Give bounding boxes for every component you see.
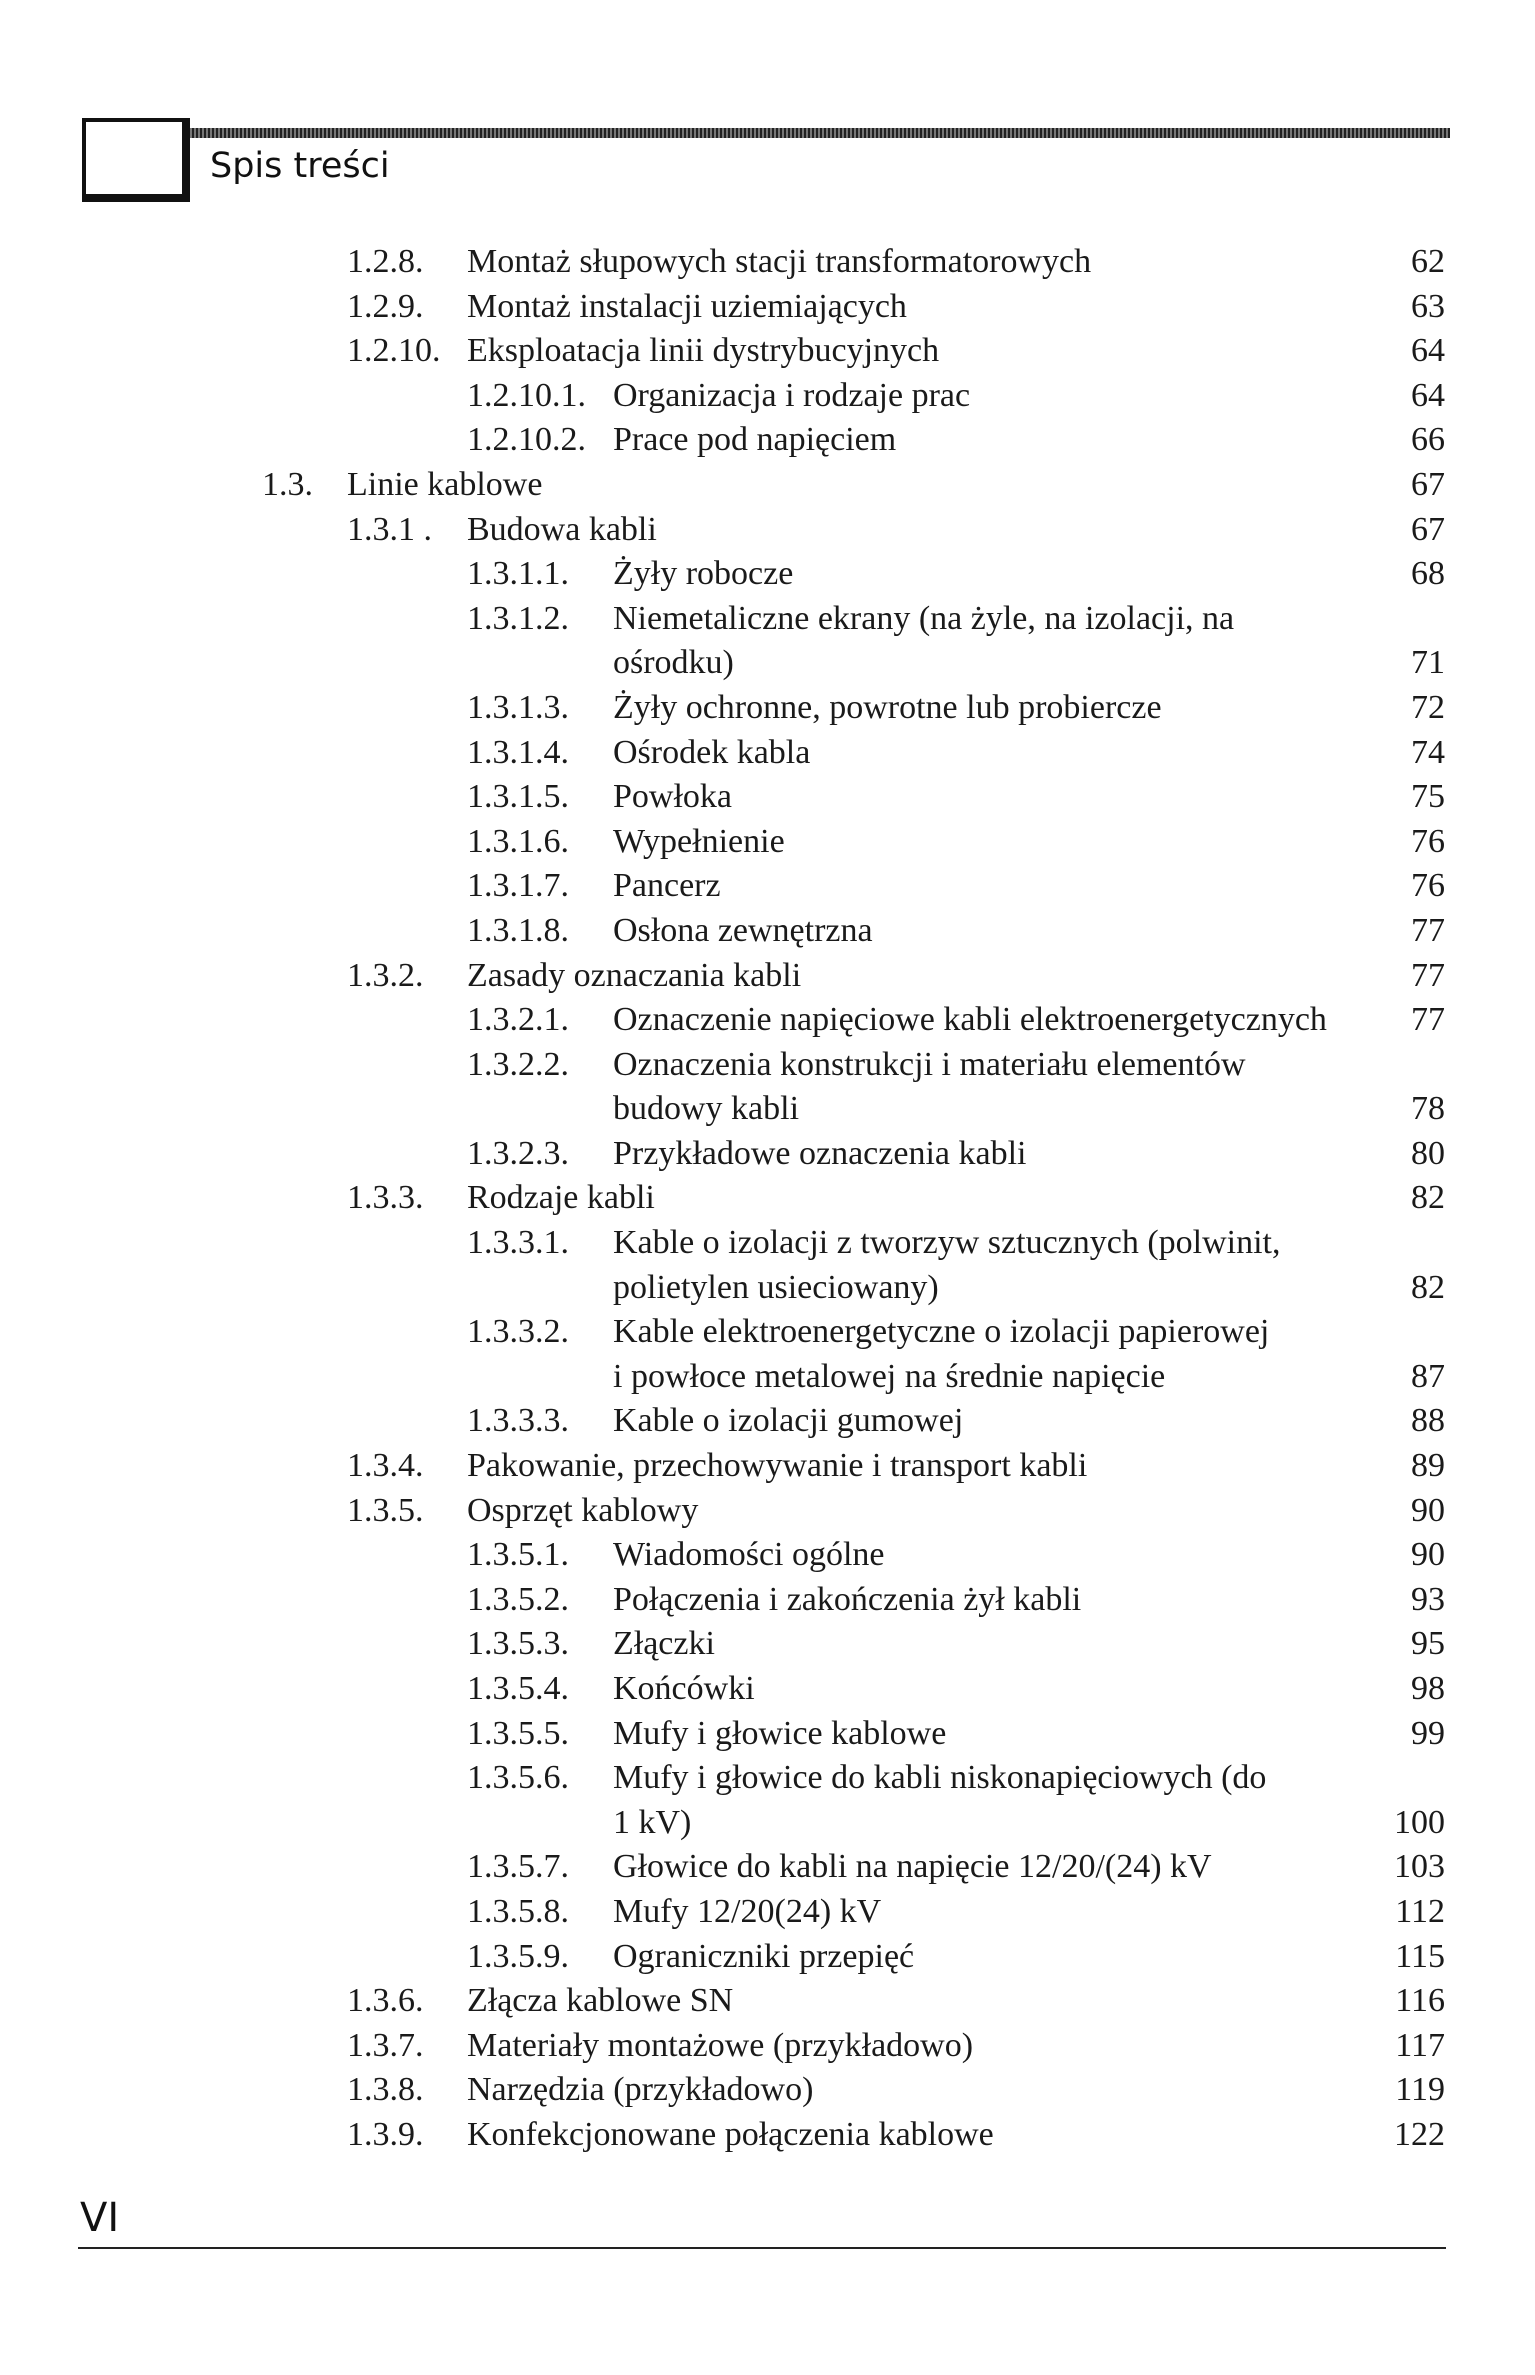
toc-entry-number: 1.2.10.1. bbox=[467, 376, 586, 414]
toc-entry-page: 68 bbox=[1411, 555, 1445, 593]
toc-entry-title-line: Przykładowe oznaczenia kabli bbox=[613, 1134, 1027, 1172]
toc-entry-page: 112 bbox=[1395, 1892, 1445, 1930]
toc-entry-title bbox=[613, 864, 721, 909]
toc-entry-number: 1.3.1.1. bbox=[467, 555, 569, 593]
toc-entry-page: 75 bbox=[1411, 778, 1445, 816]
toc-entry-page: 82 bbox=[1411, 1179, 1445, 1217]
toc-entry-title bbox=[613, 1756, 1266, 1845]
toc-entry bbox=[0, 731, 1535, 776]
toc-entry-title-line: Kable elektroenergetyczne o izolacji papierowej bbox=[613, 1313, 1270, 1351]
toc-entry-title-line: Wypełnienie bbox=[613, 822, 785, 860]
toc-entry-title-line: Eksploatacja linii dystrybucyjnych bbox=[467, 332, 940, 370]
toc-entry-number: 1.3.1.3. bbox=[467, 688, 569, 726]
toc-entry-page: 90 bbox=[1411, 1536, 1445, 1574]
toc-entry-title-line: Pakowanie, przechowywanie i transport kabli bbox=[467, 1447, 1088, 1485]
toc-entry bbox=[0, 1176, 1535, 1221]
toc-entry-page: 93 bbox=[1411, 1580, 1445, 1618]
toc-entry-title bbox=[467, 329, 939, 374]
toc-entry-title-line: Ograniczniki przepięć bbox=[613, 1937, 915, 1975]
toc-entry-title bbox=[613, 1310, 1269, 1399]
toc-entry-number: 1.3.1.5. bbox=[467, 778, 569, 816]
toc-entry-title bbox=[613, 1578, 1081, 1623]
toc-entry-title-line: Powłoka bbox=[613, 778, 732, 816]
toc-entry-number: 1.3.2.2. bbox=[467, 1045, 569, 1083]
toc-entry bbox=[0, 1132, 1535, 1177]
toc-entry-number: 1.3.6. bbox=[347, 1982, 424, 2020]
toc-entry-title-line: Niemetaliczne ekrany (na żyle, na izolacji, na bbox=[613, 599, 1235, 637]
toc-entry-title-line: Żyły ochronne, powrotne lub probiercze bbox=[613, 688, 1162, 726]
toc-entry bbox=[0, 1043, 1535, 1132]
toc-entry bbox=[0, 1310, 1535, 1399]
toc-entry-number: 1.3.5.6. bbox=[467, 1759, 569, 1797]
toc-entry-title bbox=[613, 1132, 1026, 1177]
toc-entry bbox=[0, 1622, 1535, 1667]
toc-entry-page: 103 bbox=[1394, 1848, 1445, 1886]
toc-entry bbox=[0, 820, 1535, 865]
toc-entry-number: 1.3.1.8. bbox=[467, 911, 569, 949]
toc-entry-page: 76 bbox=[1411, 867, 1445, 905]
toc-entry-title-line: Głowice do kabli na napięcie 12/20/(24) kV bbox=[613, 1848, 1212, 1886]
toc-entry-number: 1.3.9. bbox=[347, 2115, 424, 2153]
toc-entry-number: 1.3.4. bbox=[347, 1447, 424, 1485]
toc-entry bbox=[0, 954, 1535, 999]
toc-entry-number: 1.2.8. bbox=[347, 243, 424, 280]
toc-entry-title-line: budowy kabli bbox=[613, 1090, 800, 1128]
toc-entry bbox=[0, 2068, 1535, 2113]
toc-entry bbox=[0, 1712, 1535, 1757]
toc-entry-title bbox=[613, 552, 793, 597]
toc-entry-title-line: Złącza kablowe SN bbox=[467, 1982, 734, 2020]
page-title: Spis treści bbox=[210, 146, 390, 186]
toc-entry-title bbox=[613, 1890, 881, 1935]
toc-entry-number: 1.3.5.5. bbox=[467, 1714, 569, 1752]
toc-entry-page: 115 bbox=[1395, 1937, 1445, 1975]
toc-entry-title bbox=[613, 909, 873, 954]
toc-entry-page: 63 bbox=[1411, 287, 1445, 325]
toc-entry-number: 1.3.2.3. bbox=[467, 1134, 569, 1172]
toc-entry-page: 98 bbox=[1411, 1670, 1445, 1707]
toc-entry-number: 1.3.1.4. bbox=[467, 733, 569, 771]
toc-entry-title bbox=[613, 1043, 1246, 1132]
toc-entry bbox=[0, 285, 1535, 330]
toc-entry bbox=[0, 329, 1535, 374]
toc-entry-number: 1.3.2. bbox=[347, 956, 424, 994]
toc-entry-number: 1.3.5.3. bbox=[467, 1625, 569, 1663]
toc-entry-page: 76 bbox=[1411, 822, 1445, 860]
toc-entry-title-line: polietylen usieciowany) bbox=[613, 1268, 939, 1306]
toc-entry-page: 64 bbox=[1411, 332, 1445, 370]
toc-entry-page: 72 bbox=[1411, 688, 1445, 726]
toc-entry bbox=[0, 2113, 1535, 2158]
toc-entry-number: 1.3.3. bbox=[347, 1179, 424, 1217]
table-of-contents bbox=[0, 240, 1535, 2158]
toc-entry-page: 95 bbox=[1411, 1625, 1445, 1663]
toc-entry-number: 1.2.10.2. bbox=[467, 421, 586, 459]
toc-entry-title bbox=[613, 820, 785, 865]
toc-entry bbox=[0, 775, 1535, 820]
toc-entry-title bbox=[613, 1667, 755, 1712]
header-box bbox=[82, 118, 190, 202]
toc-entry-number: 1.3.5.1. bbox=[467, 1536, 569, 1574]
toc-entry-title-line: ośrodku) bbox=[613, 644, 734, 682]
toc-entry-title-line: Złączki bbox=[613, 1625, 715, 1663]
toc-entry-page: 90 bbox=[1411, 1491, 1445, 1529]
toc-entry-page: 116 bbox=[1395, 1982, 1445, 2020]
toc-entry-title-line: Rodzaje kabli bbox=[467, 1179, 655, 1217]
toc-entry-page: 77 bbox=[1411, 1001, 1445, 1039]
toc-entry-page: 99 bbox=[1411, 1714, 1445, 1752]
toc-entry-title bbox=[467, 508, 657, 553]
toc-entry-title bbox=[613, 1221, 1281, 1310]
toc-entry-page: 119 bbox=[1395, 2071, 1445, 2109]
toc-entry-title bbox=[467, 1979, 733, 2024]
toc-entry-title-line: Oznaczenie napięciowe kabli elektroenergetycznych bbox=[613, 1001, 1327, 1039]
toc-entry-title bbox=[467, 1176, 655, 1221]
toc-entry-title bbox=[613, 1712, 946, 1757]
toc-entry-number: 1.3.3.1. bbox=[467, 1224, 569, 1262]
toc-entry-number: 1.3.5.8. bbox=[467, 1892, 569, 1930]
toc-entry-title-line: Budowa kabli bbox=[467, 510, 657, 548]
toc-entry-title-line: Oznaczenia konstrukcji i materiału elementów bbox=[613, 1045, 1246, 1083]
toc-entry-title bbox=[613, 731, 810, 776]
toc-entry-number: 1.3.5.9. bbox=[467, 1937, 569, 1975]
toc-entry-title-line: Pancerz bbox=[613, 867, 721, 905]
toc-entry-title bbox=[467, 1444, 1087, 1489]
toc-entry bbox=[0, 909, 1535, 954]
toc-entry bbox=[0, 1935, 1535, 1980]
toc-entry-title bbox=[613, 597, 1234, 686]
toc-entry-title bbox=[613, 418, 896, 463]
toc-entry-number: 1.3.5.4. bbox=[467, 1670, 569, 1707]
footer-rule bbox=[78, 2247, 1446, 2249]
toc-entry-title-line: Ośrodek kabla bbox=[613, 733, 811, 771]
toc-entry-number: 1.3.5.2. bbox=[467, 1580, 569, 1618]
toc-entry-title-line: Żyły robocze bbox=[613, 555, 794, 593]
toc-entry-title bbox=[467, 2113, 994, 2158]
toc-entry bbox=[0, 597, 1535, 686]
toc-entry-title bbox=[467, 954, 801, 999]
toc-entry-number: 1.3.5. bbox=[347, 1491, 424, 1529]
toc-entry-number: 1.3.5.7. bbox=[467, 1848, 569, 1886]
toc-entry-page: 117 bbox=[1395, 2026, 1445, 2064]
page-number: VI bbox=[80, 2195, 120, 2241]
toc-entry-page: 67 bbox=[1411, 510, 1445, 548]
toc-entry-title-line: Linie kablowe bbox=[347, 465, 543, 503]
toc-entry bbox=[0, 418, 1535, 463]
toc-entry-page: 122 bbox=[1394, 2115, 1445, 2153]
toc-entry-page: 77 bbox=[1411, 956, 1445, 994]
toc-entry bbox=[0, 1489, 1535, 1534]
toc-entry-page: 74 bbox=[1411, 733, 1445, 771]
toc-entry-title bbox=[613, 1845, 1212, 1890]
toc-entry-title-line: Materiały montażowe (przykładowo) bbox=[467, 2026, 974, 2064]
toc-entry-page: 88 bbox=[1411, 1402, 1445, 1440]
toc-entry bbox=[0, 508, 1535, 553]
toc-entry-number: 1.3.3.3. bbox=[467, 1402, 569, 1440]
toc-entry-page: 78 bbox=[1411, 1090, 1445, 1128]
toc-entry-page: 82 bbox=[1411, 1268, 1445, 1306]
toc-entry-title bbox=[467, 2068, 813, 2113]
toc-entry-page: 80 bbox=[1411, 1134, 1445, 1172]
toc-entry bbox=[0, 686, 1535, 731]
toc-entry-title-line: Osłona zewnętrzna bbox=[613, 911, 873, 949]
toc-entry-number: 1.3.1.6. bbox=[467, 822, 569, 860]
toc-entry-number: 1.3. bbox=[262, 465, 313, 503]
toc-entry bbox=[0, 1444, 1535, 1489]
toc-entry-number: 1.2.10. bbox=[347, 332, 441, 370]
toc-entry-page: 71 bbox=[1411, 644, 1445, 682]
toc-entry-title bbox=[613, 686, 1162, 731]
header-rule bbox=[180, 128, 1450, 138]
toc-entry bbox=[0, 864, 1535, 909]
toc-entry-title bbox=[613, 1533, 885, 1578]
toc-entry-title-line: Końcówki bbox=[613, 1670, 755, 1707]
toc-entry-number: 1.3.2.1. bbox=[467, 1001, 569, 1039]
toc-entry-title-line: Organizacja i rodzaje prac bbox=[613, 376, 971, 414]
toc-entry bbox=[0, 1845, 1535, 1890]
toc-entry-title-line: 1 kV) bbox=[613, 1803, 692, 1841]
toc-entry bbox=[0, 1578, 1535, 1623]
toc-entry-title-line: Mufy 12/20(24) kV bbox=[613, 1892, 882, 1930]
toc-entry-title-line: Montaż instalacji uziemiających bbox=[467, 287, 907, 325]
toc-entry-title-line: Osprzęt kablowy bbox=[467, 1491, 699, 1529]
toc-entry-title-line: i powłoce metalowej na średnie napięcie bbox=[613, 1357, 1166, 1395]
toc-entry-number: 1.3.3.2. bbox=[467, 1313, 569, 1351]
toc-entry-page: 87 bbox=[1411, 1357, 1445, 1395]
toc-entry bbox=[0, 1979, 1535, 2024]
toc-entry bbox=[0, 998, 1535, 1043]
toc-entry bbox=[0, 374, 1535, 419]
toc-entry-title bbox=[467, 240, 1091, 285]
toc-entry bbox=[0, 1890, 1535, 1935]
toc-entry bbox=[0, 1399, 1535, 1444]
toc-entry bbox=[0, 463, 1535, 508]
toc-entry-title bbox=[613, 1935, 914, 1980]
toc-entry-title-line: Konfekcjonowane połączenia kablowe bbox=[467, 2115, 994, 2153]
toc-entry bbox=[0, 2024, 1535, 2069]
toc-entry-title-line: Zasady oznaczania kabli bbox=[467, 956, 802, 994]
toc-entry-number: 1.3.1 . bbox=[347, 510, 432, 548]
toc-entry-title bbox=[347, 463, 542, 508]
toc-entry-title bbox=[613, 374, 970, 419]
toc-entry-title-line: Kable o izolacji z tworzyw sztucznych (polwinit, bbox=[613, 1224, 1281, 1262]
toc-entry bbox=[0, 1533, 1535, 1578]
toc-entry-page: 62 bbox=[1411, 243, 1445, 280]
toc-entry bbox=[0, 1667, 1535, 1712]
toc-entry-title-line: Narzędzia (przykładowo) bbox=[467, 2071, 814, 2109]
toc-entry-number: 1.3.1.2. bbox=[467, 599, 569, 637]
toc-entry-number: 1.3.1.7. bbox=[467, 867, 569, 905]
toc-entry-title bbox=[467, 1489, 698, 1534]
toc-entry-title-line: Montaż słupowych stacji transformatorowych bbox=[467, 243, 1092, 280]
toc-entry-title-line: Połączenia i zakończenia żył kabli bbox=[613, 1580, 1082, 1618]
toc-entry bbox=[0, 1221, 1535, 1310]
toc-entry-title bbox=[467, 285, 907, 330]
toc-entry-title bbox=[613, 998, 1327, 1043]
toc-entry-page: 64 bbox=[1411, 376, 1445, 414]
toc-entry bbox=[0, 240, 1535, 285]
toc-entry-title bbox=[613, 1622, 715, 1667]
toc-entry-page: 89 bbox=[1411, 1447, 1445, 1485]
toc-entry-page: 100 bbox=[1394, 1803, 1445, 1841]
toc-entry-title-line: Mufy i głowice kablowe bbox=[613, 1714, 947, 1752]
toc-entry-title-line: Mufy i głowice do kabli niskonapięciowych (do bbox=[613, 1759, 1267, 1797]
toc-entry-number: 1.3.7. bbox=[347, 2026, 424, 2064]
toc-entry-title-line: Wiadomości ogólne bbox=[613, 1536, 885, 1574]
toc-entry-title bbox=[613, 775, 732, 820]
toc-entry-page: 77 bbox=[1411, 911, 1445, 949]
toc-entry-number: 1.2.9. bbox=[347, 287, 424, 325]
toc-entry-title-line: Prace pod napięciem bbox=[613, 421, 897, 459]
toc-entry-page: 67 bbox=[1411, 465, 1445, 503]
toc-entry-title bbox=[613, 1399, 963, 1444]
toc-entry-title bbox=[467, 2024, 973, 2069]
toc-entry-page: 66 bbox=[1411, 421, 1445, 459]
toc-entry bbox=[0, 552, 1535, 597]
toc-entry-title-line: Kable o izolacji gumowej bbox=[613, 1402, 964, 1440]
toc-entry-number: 1.3.8. bbox=[347, 2071, 424, 2109]
toc-entry bbox=[0, 1756, 1535, 1845]
